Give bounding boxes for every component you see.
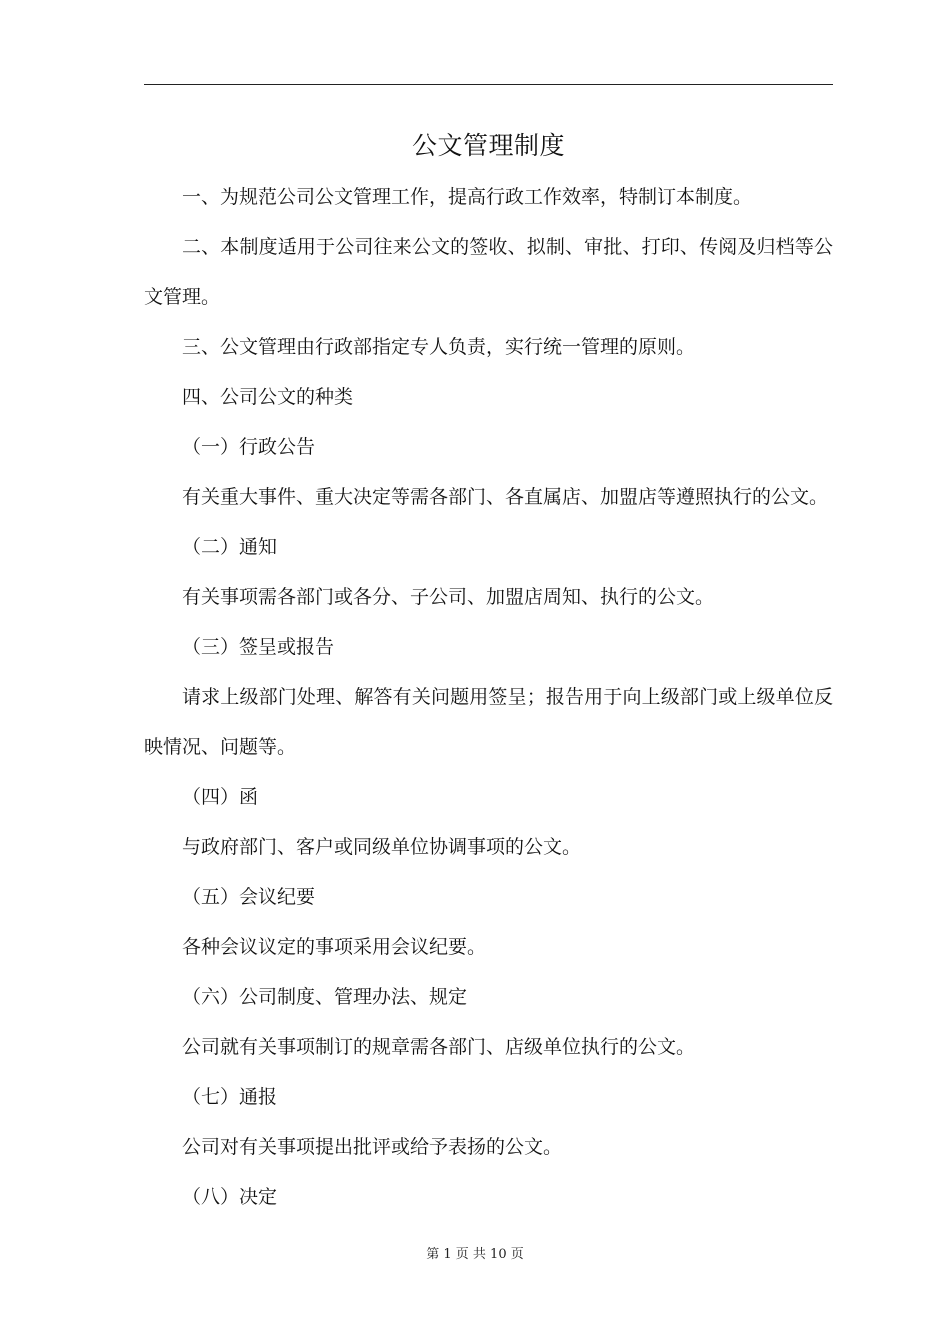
paragraph: 公司就有关事项制订的规章需各部门、店级单位执行的公文。 <box>182 1036 696 1058</box>
paragraph: 三、公文管理由行政部指定专人负责，实行统一管理的原则。 <box>182 336 696 358</box>
paragraph: （八）决定 <box>182 1186 278 1208</box>
paragraph: 与政府部门、客户或同级单位协调事项的公文。 <box>182 836 582 858</box>
document-body <box>144 172 833 1222</box>
paragraph: （五）会议纪要 <box>182 886 316 908</box>
paragraph: （七）通报 <box>182 1086 278 1108</box>
paragraph: 请求上级部门处理、解答有关问题用签呈；报告用于向上级部门或上级单位反映情况、问题等。 <box>144 686 833 758</box>
paragraph: 一、为规范公司公文管理工作，提高行政工作效率，特制订本制度。 <box>182 186 753 208</box>
paragraph: 各种会议议定的事项采用会议纪要。 <box>182 936 487 958</box>
paragraph: （一）行政公告 <box>182 436 316 458</box>
document-title: 公文管理制度 <box>411 131 565 160</box>
paragraph: 有关重大事件、重大决定等需各部门、各直属店、加盟店等遵照执行的公文。 <box>182 486 829 508</box>
paragraph: 有关事项需各部门或各分、子公司、加盟店周知、执行的公文。 <box>182 586 715 608</box>
paragraph: 公司对有关事项提出批评或给予表扬的公文。 <box>182 1136 563 1158</box>
page-number-footer: 第 1 页 共 10 页 <box>426 1247 524 1262</box>
paragraph: 四、公司公文的种类 <box>182 386 354 408</box>
paragraph: （四）函 <box>182 786 259 808</box>
paragraph: （三）签呈或报告 <box>182 636 335 658</box>
paragraph: （二）通知 <box>182 536 278 558</box>
paragraph: （六）公司制度、管理办法、规定 <box>182 986 468 1008</box>
header-rule <box>144 84 833 85</box>
paragraph: 二、本制度适用于公司往来公文的签收、拟制、审批、打印、传阅及归档等公文管理。 <box>144 236 833 308</box>
